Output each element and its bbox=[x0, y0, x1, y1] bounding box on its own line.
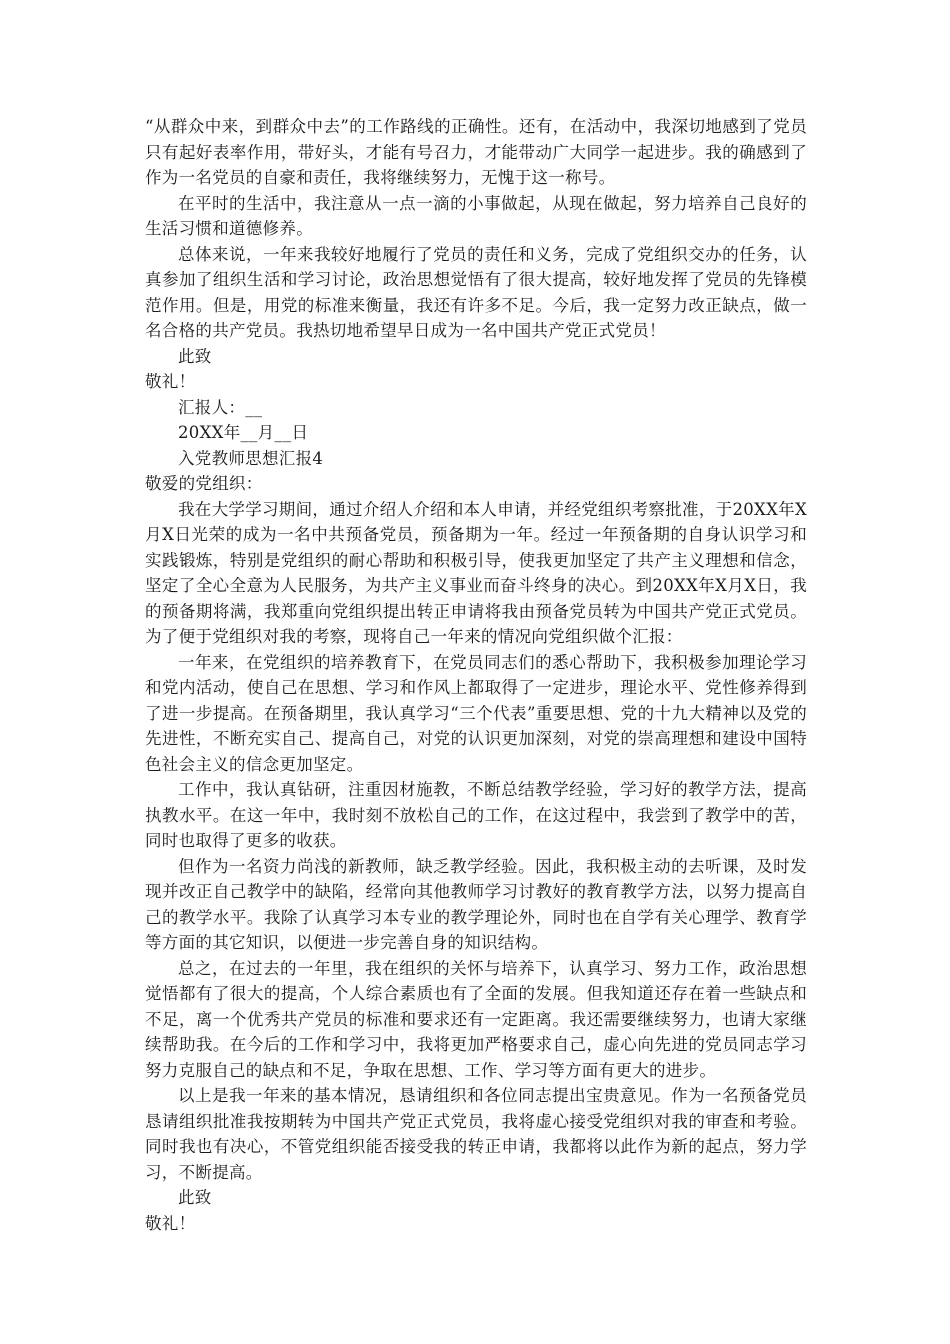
document-page bbox=[145, 114, 807, 1236]
paragraph-conclusion: 总之，在过去的一年里，我在组织的关怀与培养下，认真学习、努力工作，政治思想觉悟都有了很大的提高，个人综合素质也有了全面的发展。但我知道还存在着一些缺点和不足，离一个优秀共产党员的标准和要求还有一定距离。我还需要继续努力，也请大家继续帮助我。在今后的工作和学习中，我将更加严格要求自己，虚心向先进的党员同志学习努力克服自己的缺点和不足，争取在思想、工作、学习等方面有更大的进步。 bbox=[145, 958, 807, 1080]
reporter-line: 汇报人：__ bbox=[178, 397, 263, 417]
paragraph-year-review: 一年来，在党组织的培养教育下，在党员同志们的悉心帮助下，我积极参加理论学习和党内活动，使自己在思想、学习和作风上都取得了一定进步，理论水平、党性修养得到了进一步提高。在预备期里，我认真学习“三个代表”重要思想、党的十九大精神以及党的先进性，不断充实自己、提高自己，对党的认识更加深刻，对党的崇高理想和建设中国特色社会主义的信念更加坚定。 bbox=[145, 652, 807, 774]
paragraph-work: 工作中，我认真钻研，注重因材施教，不断总结教学经验，学习好的教学方法，提高执教水平。在这一年中，我时刻不放松自己的工作，在这过程中，我尝到了教学中的苦，同时也取得了更多的收获。 bbox=[145, 780, 807, 850]
closing-jingli: 敬礼！ bbox=[145, 372, 196, 391]
date-line: 20XX年__月__日 bbox=[178, 423, 309, 442]
paragraph-new-teacher: 但作为一名资力尚浅的新教师，缺乏教学经验。因此，我积极主动的去听课，及时发现并改正自己教学中的缺陷，经常向其他教师学习讨教好的教育教学方法，以努力提高自己的教学水平。我除了认真学习本专业的教学理论外，同时也在自学有关心理学、教育学等方面的其它知识，以便进一步完善自身的知识结构。 bbox=[145, 856, 807, 952]
closing-cizhi-2: 此致 bbox=[178, 1188, 212, 1207]
paragraph-work-line: “从群众中来，到群众中去”的工作路线的正确性。还有，在活动中，我深切地感到了党员只有起好表率作用，带好头，才能有号召力，才能带动广大同学一起进步。我的确感到了作为一名党员的自豪和责任，我将继续努力，无愧于这一称号。 bbox=[145, 117, 807, 187]
closing-jingli-2: 敬礼！ bbox=[145, 1213, 196, 1233]
paragraph-intro: 我在大学学习期间，通过介绍人介绍和本人申请，并经党组织考察批准，于20XX年X月X日光荣的成为一名中共预备党员，预备期为一年。经过一年预备期的自身认识学习和实践锻炼，特别是党组织的耐心帮助和积极引导，使我更加坚定了共产主义理想和信念，坚定了全心全意为人民服务，为共产主义事业而奋斗终身的决心。到20XX年X月X日，我的预备期将满，我郑重向党组织提出转正申请将我由预备党员转为中国共产党正式党员。为了便于党组织对我的考察，现将自己一年来的情况向党组织做个汇报： bbox=[145, 499, 807, 646]
salutation: 敬爱的党组织： bbox=[145, 474, 263, 493]
paragraph-daily-life: 在平时的生活中，我注意从一点一滴的小事做起，从现在做起，努力培养自己良好的生活习惯和道德修养。 bbox=[145, 193, 807, 238]
section-title: 入党教师思想汇报4 bbox=[178, 448, 324, 468]
paragraph-request: 以上是我一年来的基本情况，恳请组织和各位同志提出宝贵意见。作为一名预备党员恳请组织批准我按期转为中国共产党正式党员，我将虚心接受党组织对我的审查和考验。同时我也有决心，不管党组织能否接受我的转正申请，我都将以此作为新的起点，努力学习，不断提高。 bbox=[145, 1086, 807, 1182]
paragraph-summary: 总体来说，一年来我较好地履行了党员的责任和义务，完成了党组织交办的任务，认真参加了组织生活和学习讨论，政治思想觉悟有了很大提高，较好地发挥了党员的先锋模范作用。但是，用党的标准来衡量，我还有许多不足。今后，我一定努力改正缺点，做一名合格的共产党员。我热切地希望早日成为一名中国共产党正式党员！ bbox=[145, 244, 807, 340]
closing-cizhi: 此致 bbox=[178, 346, 212, 366]
